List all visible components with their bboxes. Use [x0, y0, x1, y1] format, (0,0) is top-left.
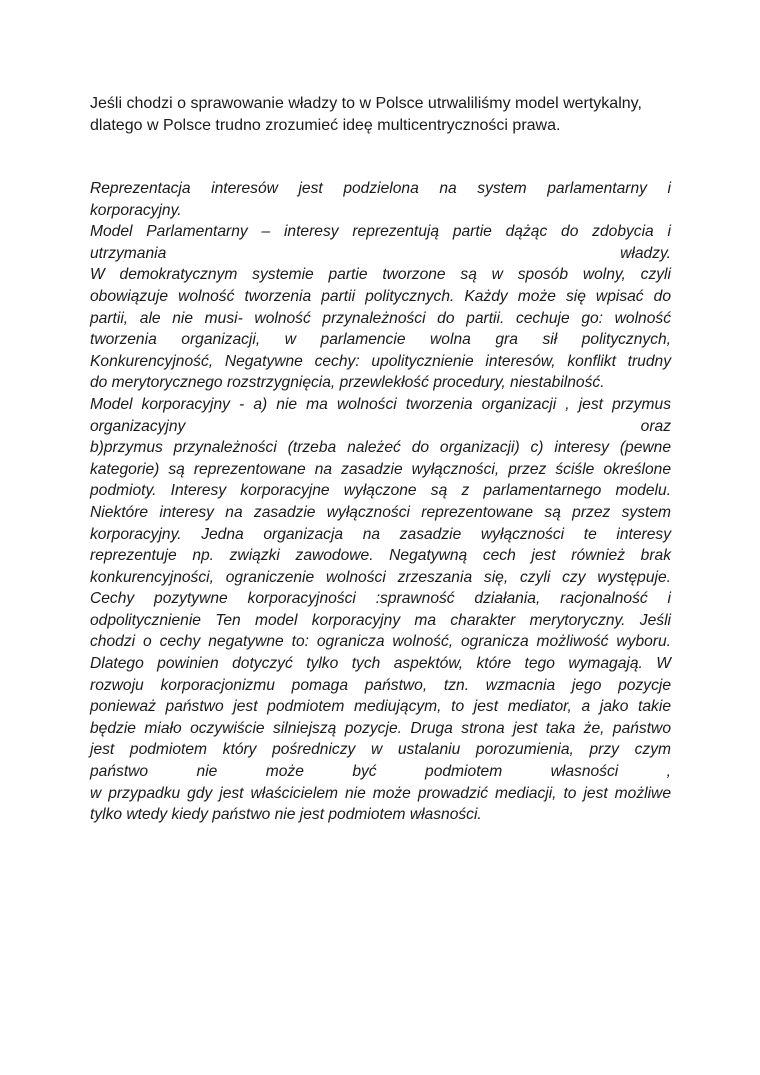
body-line: obowiązuje wolność tworzenia partii politycznych. Każdy może się wpisać do	[90, 287, 671, 305]
body-line: rozwoju korporacjonizmu pomaga państwo, tzn. wzmacnia jego pozycje	[90, 676, 671, 694]
body-line: Reprezentacja interesów jest podzielona na system parlamentarny i	[90, 180, 671, 197]
body-line: podmioty. Interesy korporacyjne wyłączone są z parlamentarnego modelu.	[90, 482, 671, 500]
intro-line: Jeśli chodzi o sprawowanie władzy to w Polsce utrwaliliśmy model wertykalny,	[90, 95, 642, 112]
body-line: Cechy pozytywne korporacyjności :sprawność działania, racjonalność i	[90, 590, 671, 608]
body-line-split	[90, 416, 671, 438]
body-line: konkurencyjności, ograniczenie wolności zrzeszania się, czyli czy występuje.	[90, 568, 671, 586]
body-line: odpolitycznienie Ten model korporacyjny ma charakter merytoryczny. Jeśli	[90, 611, 671, 629]
body-line: korporacyjny. Jedna organizacja na zasadzie wyłączności te interesy	[90, 525, 671, 543]
body-line: Dlatego powinien dotyczyć tylko tych aspektów, które tego wymagają. W	[90, 655, 671, 673]
body-line: W demokratycznym systemie partie tworzone są w sposób wolny, czyli	[90, 266, 671, 284]
body-line-split	[90, 243, 671, 265]
intro-line: dlatego w Polsce trudno zrozumieć ideę multicentryczności prawa.	[90, 116, 561, 134]
intro-paragraph	[90, 91, 680, 134]
body-line-part: organizacyjny	[90, 417, 186, 435]
body-line: tylko wtedy kiedy państwo nie jest podmiotem własności.	[90, 806, 482, 824]
body-paragraph	[90, 178, 671, 826]
body-line: partii, ale nie musi- wolność przynależności do partii. cechuje go: wolność	[90, 309, 671, 327]
body-line: reprezentuje np. związki zawodowe. Negatywną cech jest również brak	[90, 547, 671, 565]
body-line: ponieważ państwo jest podmiotem mediującym, to jest mediator, a jako takie	[90, 698, 671, 716]
body-line: Model korporacyjny - a) nie ma wolności tworzenia organizacji , jest przymus	[90, 395, 671, 413]
body-line: chodzi o cechy negatywne to: ogranicza wolność, ogranicza możliwość wyboru.	[90, 633, 671, 651]
body-line: do merytorycznego rozstrzygnięcia, przewlekłość procedury, niestabilność.	[90, 374, 605, 392]
body-line: Niektóre interesy na zasadzie wyłączności reprezentowane są przez system	[90, 503, 671, 521]
body-line-part: władzy.	[620, 244, 671, 262]
body-line: kategorie) są reprezentowane na zasadzie wyłączności, przez ściśle określone	[90, 460, 671, 478]
body-line: tworzenia organizacji, w parlamencie wolna gra sił politycznych,	[90, 331, 671, 349]
body-line: będzie miało oczywiście silniejszą pozycje. Druga strona jest taka że, państwo	[90, 719, 671, 737]
body-line: jest podmiotem który pośredniczy w ustalaniu porozumienia, przy czym	[90, 741, 671, 759]
body-line-part: utrzymania	[90, 244, 167, 262]
body-line: w przypadku gdy jest właścicielem nie może prowadzić mediacji, to jest możliwe	[90, 784, 671, 802]
body-line: korporacyjny.	[90, 201, 182, 219]
body-line: b)przymus przynależności (trzeba należeć do organizacji) c) interesy (pewne	[90, 439, 671, 457]
body-line: Konkurencyjność, Negatywne cechy: upolitycznienie interesów, konflikt trudny	[90, 352, 671, 370]
body-line-part: oraz	[640, 417, 671, 435]
body-line: Model Parlamentarny – interesy reprezentują partie dążąc do zdobycia i	[90, 223, 671, 241]
body-line: państwo nie może być podmiotem własności ,	[90, 763, 671, 781]
